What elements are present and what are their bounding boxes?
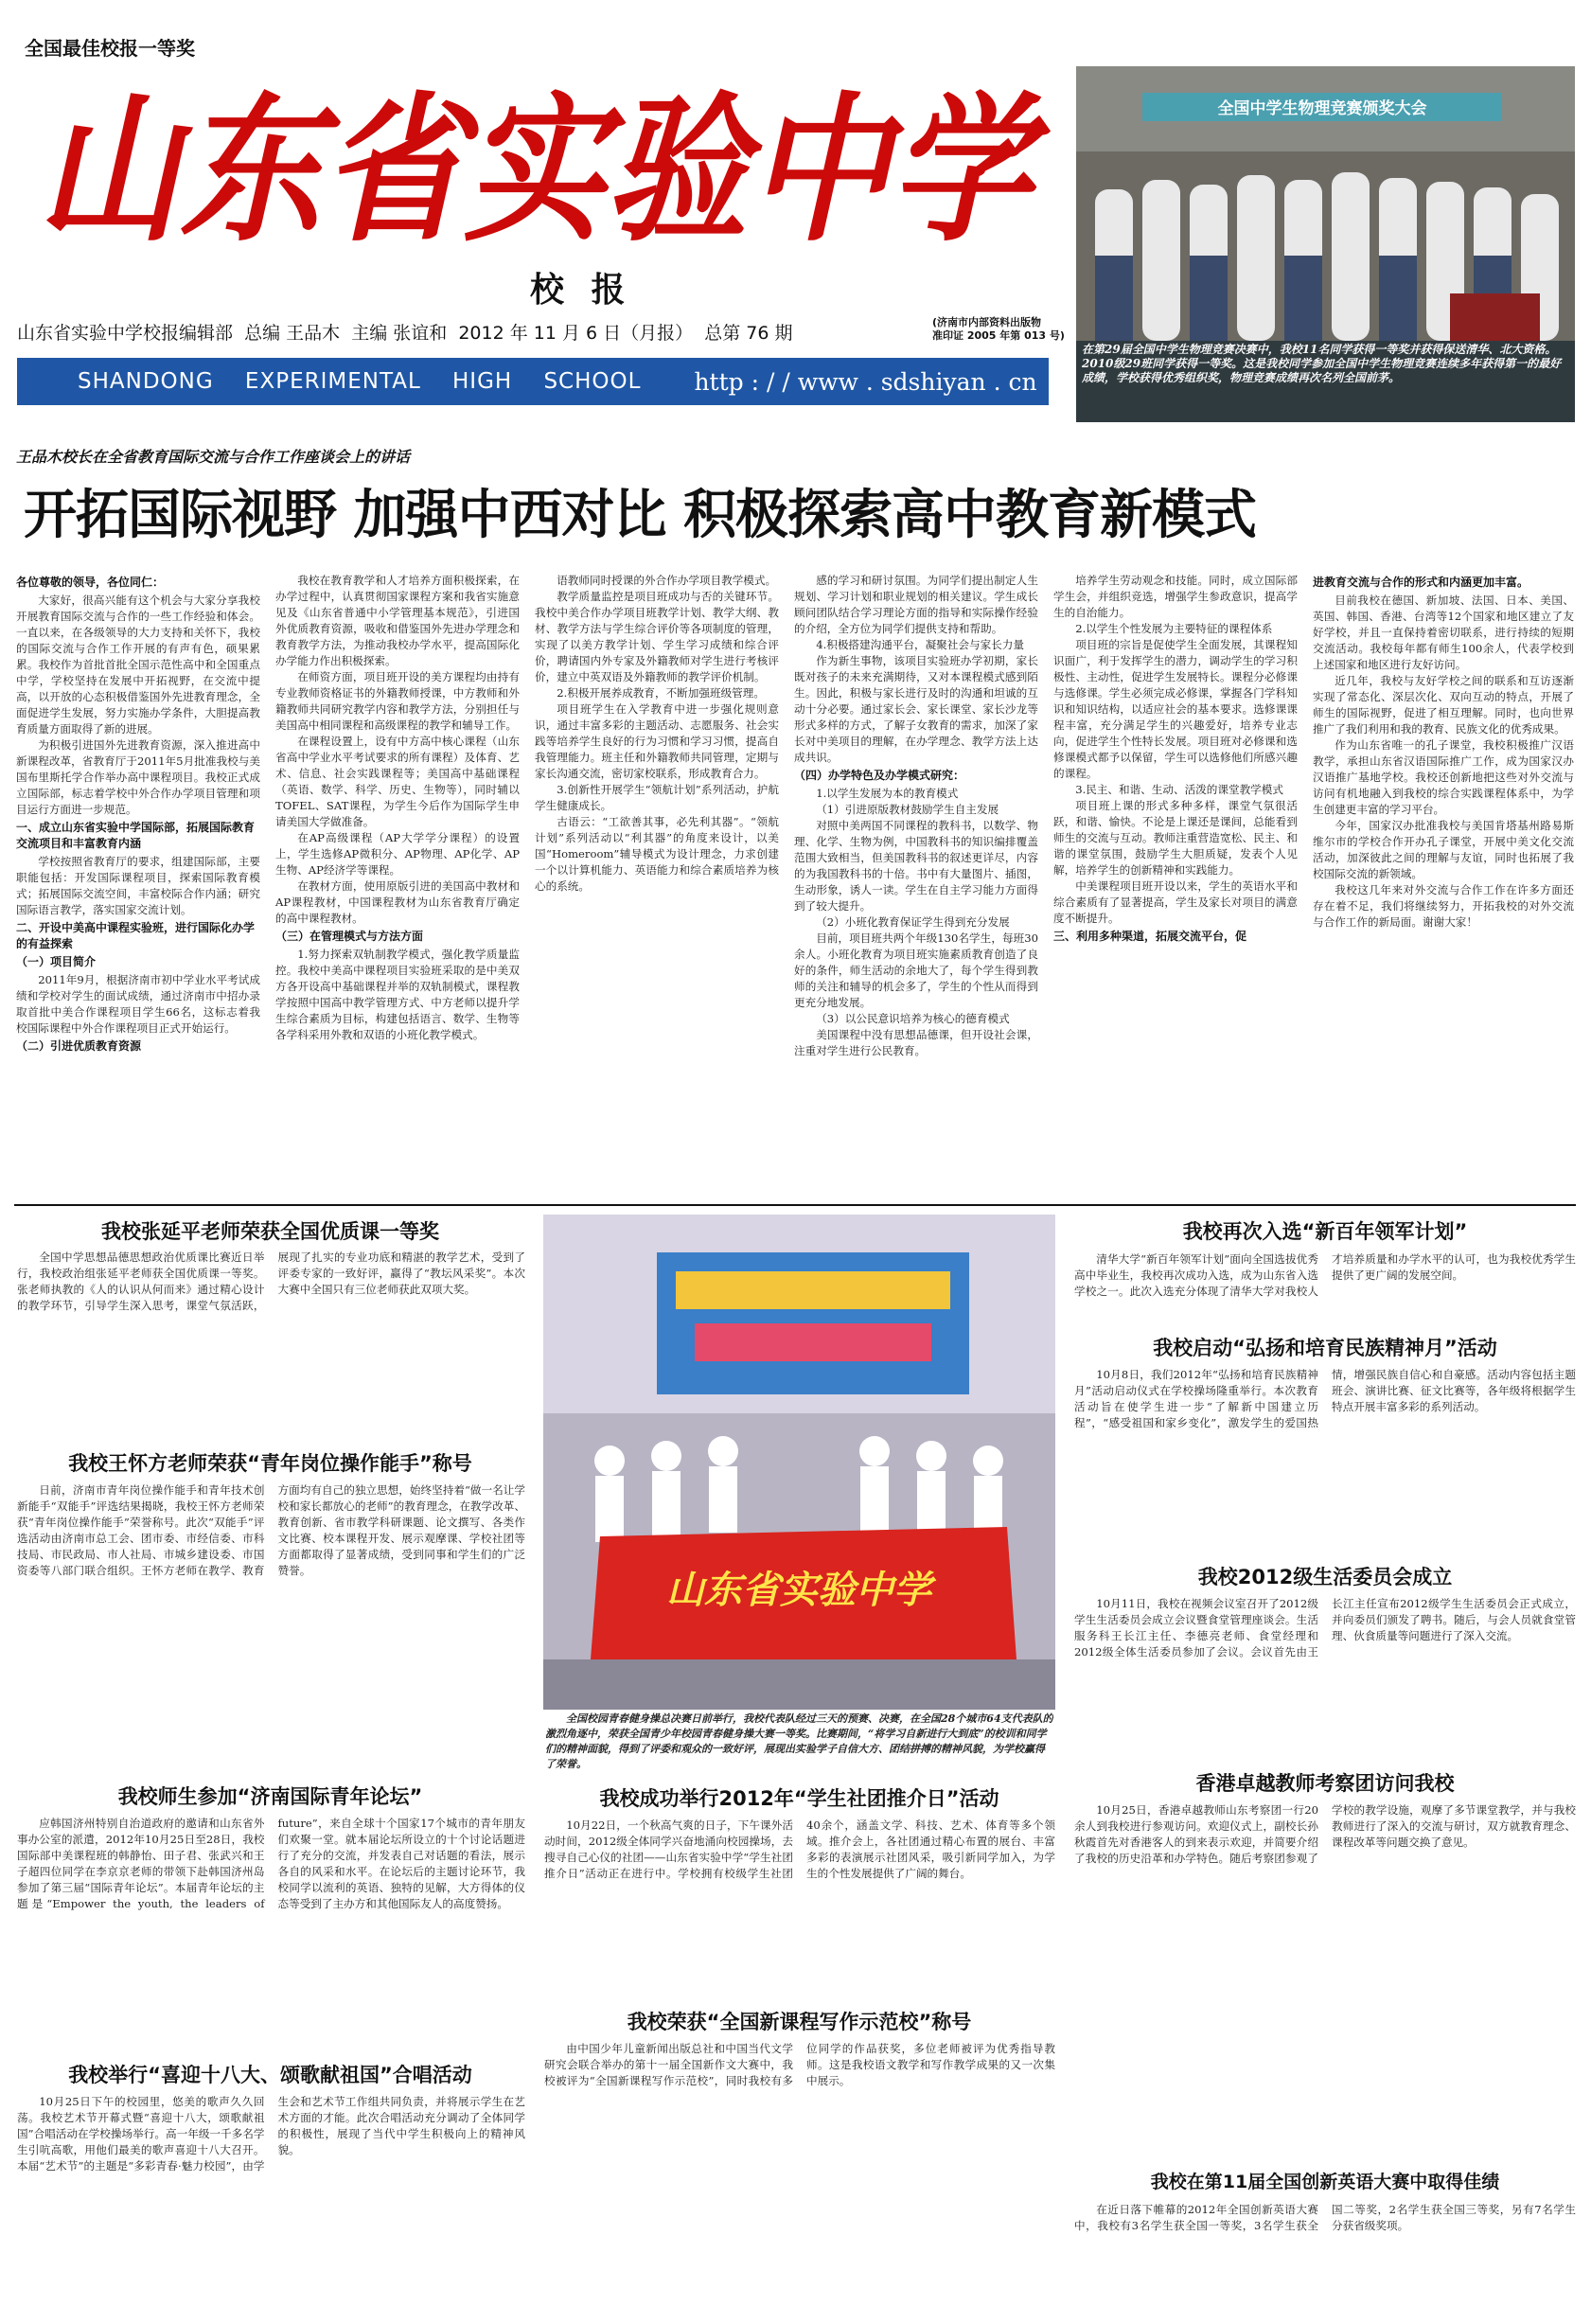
lead-column-1	[16, 573, 260, 1197]
committee-title: 我校2012级生活委员会成立	[1197, 1566, 1453, 1588]
spirit-title: 我校启动“弘扬和培育民族精神月”活动	[1153, 1337, 1497, 1359]
lead-paragraph: （2）小班化教育保证学生得到充分发展	[816, 915, 1010, 929]
leader-body: 清华大学“新百年领军计划”面向全国选拔优秀高中毕业生，我校再次成功入选，成为山东省入选学校之一。此次入选充分体现了清华大学对我校人才培养质量和办学水平的认可，也为我校优秀学生提供了更广阔的发展空间。	[1074, 1252, 1576, 1298]
lead-paragraph: 4.积极搭建沟通平台，凝聚社会与家长力量	[816, 638, 1024, 651]
registration-line-2: 准印证 2005 年第 013 号)	[932, 329, 1065, 342]
lead-column-6	[1313, 573, 1574, 1197]
lead-paragraph: 1.以学生发展为本的教育模式	[816, 787, 959, 800]
lead-subheading: （三）在管理模式与方法方面	[275, 930, 424, 943]
lead-paragraph: 3.创新性开展学生“领航计划”系列活动，护航学生健康成长。	[535, 783, 779, 812]
lead-paragraph: 在AP高级课程（AP大学学分课程）的设置上，学生选修AP微积分、AP物理、AP化学、AP生物、AP经济学等课程。	[275, 831, 520, 877]
lead-headline: 开拓国际视野 加强中西对比 积极探索高中教育新模式	[24, 485, 1256, 546]
photo-caption: 在第29届全国中学生物理竞赛决赛中，我校11名同学获得一等奖并获得保送清华、北大资格。2010级29班同学获得一等奖。这是我校同学参加全国中学生物理竞赛连续多年获得第一的最好成绩，学校获得优秀组织奖，物理竞赛成绩再次名列全国前茅。	[1082, 343, 1562, 384]
lead-paragraph: 3.民主、和谐、生动、活泼的课堂教学模式	[1075, 783, 1283, 796]
lead-subheading: 二、开设中美高中课程实验班，进行国际化办学的有益探索	[16, 921, 256, 950]
lead-subheading: 各位尊敬的领导，各位同仁：	[16, 576, 165, 589]
hongkong-body: 10月25日，香港卓越教师山东考察团一行20余人到我校进行参观访问。欢迎仪式上，副校长孙秋霞首先对香港客人的到来表示欢迎，并简要介绍了我校的历史沿革和办学特色。随后考察团参观了学校的教学设施，观摩了多节课堂教学，并与我校教师进行了深入的交流与研讨，双方就教育理念、课程改革等问题交换了意见。	[1074, 1803, 1576, 1865]
lead-paragraph: 1.努力探索双轨制教学模式，强化教学质量监控。我校中美高中课程项目实验班采取的是中美双方各开设高中基础课程并举的双轨制模式，课程教学按照中国高中教学管理方式、中方老师以提升学生综合素质为目标，构建包括语言、数学、生物等各学科采用外教和双语的小班化教学模式。	[275, 948, 520, 1041]
cheer-team-photo-icon	[543, 1215, 1055, 1710]
cheer-photo	[543, 1215, 1055, 1710]
paper-name: 校 报	[530, 271, 633, 310]
lead-paragraph: 中美课程项目班开设以来，学生的英语水平和综合素质有了显著提高，学生及家长对项目的满意度不断提升。	[1053, 879, 1298, 925]
chorus-body: 10月25日下午的校园里，悠美的歌声久久回荡。我校艺术节开幕式暨“喜迎十八大，颂歌献祖国”合唱活动在学校操场举行。高一年级一千多名学生引吭高歌，用他们最美的歌声喜迎十八大召开。本届“艺术节”的主题是“多彩青春·魅力校园”，由学生会和艺术节工作组共同负责，并将展示学生在艺术方面的才能。此次合唱活动充分调动了全体同学的积极性，展现了当代中学生积极向上的精神风貌。	[17, 2095, 525, 2173]
lead-column-3	[535, 573, 779, 1197]
lead-column-5	[1053, 573, 1298, 1197]
leader-title: 我校再次入选“新百年领军计划”	[1182, 1220, 1468, 1243]
lead-paragraph: 美国课程中没有思想品德课，但开设社会课，注重对学生进行公民教育。	[794, 1028, 1038, 1057]
english-contest-title: 我校在第11届全国创新英语大赛中取得佳绩	[1150, 2172, 1500, 2192]
lead-paragraph: 感的学习和研讨氛围。为同学们提出制定人生规划、学习计划和职业规划的相关建议。学生成长顾问团队结合学习理论方面的指导和实际操作经验的介绍，全方位为同学们提供支持和帮助。	[794, 574, 1038, 635]
lead-subheading: 进教育交流与合作的形式和内涵更加丰富。	[1313, 576, 1529, 589]
lead-subheading: （一）项目简介	[16, 955, 97, 968]
logo-text: 山东省实验中学	[38, 76, 1051, 260]
english-contest-body: 在近日落下帷幕的2012年全国创新英语大赛中，我校有3名学生获全国一等奖，3名学生获全国二等奖，2名学生获全国三等奖，另有7名学生分获省级奖项。	[1074, 2203, 1576, 2232]
hongkong-title: 香港卓越教师考察团访问我校	[1195, 1772, 1455, 1795]
lead-paragraph: 2.以学生个性发展为主要特征的课程体系	[1075, 622, 1273, 635]
lead-paragraph: 对照中美两国不同课程的教科书，以数学、物理、化学、生物为例，中国教科书的知识编排覆盖范围大致相当，但美国教科书的叙述更详尽，内容的为我国教科书的十倍。书中有大量图片、插图，生动形象，诱人一读。学生在自主学习能力方面得到了较大提升。	[794, 819, 1038, 913]
club-body: 10月22日，一个秋高气爽的日子，下午课外活动时间，2012级全体同学兴奋地涌向校园操场，去搜寻自己心仪的社团——山东省实验中学“学生社团推介日”活动正在进行中。学校拥有校级学生社团40余个，涵盖文学、科技、艺术、体育等多个领域。推介会上，各社团通过精心布置的展台、丰富多彩的表演展示社团风采，吸引新同学加入，为学生的个性发展提供了广阔的舞台。	[544, 1818, 1055, 1880]
wang-award-body: 日前，济南市青年岗位操作能手和青年技术创新能手“双能手”评选结果揭晓，我校王怀方老师荣获“青年岗位操作能手”荣誉称号。此次“双能手”评选活动由济南市总工会、团市委、市经信委、市科技局、市民政局、市人社局、市城乡建设委、市国资委等八部门联合组织。王怀方老师在教学、教育方面均有自己的独立思想，始终坚持着“做一名让学校和家长都放心的老师”的教育理念，在教学改革、教育创新、省市教学科研课题、论文撰写、各类作文比赛、校本课程开发、展示观摩课、学校社团等方面都取得了显著成绩，受到同事和学生们的广泛赞誉。	[17, 1483, 525, 1577]
lead-paragraph: 为积极引进国外先进教育资源，深入推进高中新课程改革，省教育厅于2011年5月批准我校与美国布里斯托学合作举办高中课程项目。我校正式成立国际部，标志着学校中外合作办学项目管理和项目运行方面进一步规范。	[16, 738, 260, 816]
forum-body: 应韩国济州特别自治道政府的邀请和山东省外事办公室的派遣，2012年10月25日至28日，我校国际部中美课程班的韩静怡、田子君、张武兴和王子超四位同学在李京京老师的带领下赴韩国济州岛参加了第三届“国际青年论坛”。本届青年论坛的主题是“Empower the youth, the leaders of future”，来自全球十个国家17个城市的青年朋友们欢聚一堂。就本届论坛所设立的十个讨论话题进行了充分的交流，并发表自己对话题的看法，展示各自的风采和水平。在论坛后的主题讨论环节，我校同学以流利的英语、独特的见解，大方得体的仪态等受到了主办方和其他国际友人的高度赞扬。	[17, 1817, 525, 1910]
lead-paragraph: 目前我校在德国、新加坡、法国、日本、美国、英国、韩国、香港、台湾等12个国家和地区建立了友好学校，并且一直保持着密切联系，进行持续的短期交流活动。我校每年都有师生100余人，代表学校到上述国家和地区进行友好访问。	[1313, 594, 1574, 671]
english-banner	[17, 358, 1049, 405]
chorus-title: 我校举行“喜迎十八大、颂歌献祖国”合唱活动	[68, 2064, 472, 2086]
lead-subheading: 三、利用多种渠道，拓展交流平台，促	[1053, 930, 1247, 943]
lead-paragraph: 大家好，很高兴能有这个机会与大家分享我校开展教育国际交流与合作的一些工作经验和体会。一直以来，在各级领导的大力支持和关怀下，我校的国际交流与合作工作开展的有声有色，硕果累累。我校作为首批首批全国示范性高中和全国重点中学，学校坚持在发展中开拓视野，在交流中提高，以开放的心态积极借鉴国外先进教育理念，全面促进学生发展，努力实施办学条件，大胆提高教育质量方面取得了新的进展。	[16, 594, 260, 736]
teacher-award-title: 我校张延平老师荣获全国优质课一等奖	[101, 1220, 439, 1243]
lead-paragraph: 项目班学生在入学教育中进一步强化规则意识，通过丰富多彩的主题活动、志愿服务、社会实践等培养学生良好的行为习惯和学习习惯，提高自我管理能力。班主任和外籍教师共同管理，定期与家长沟通交流，密切家校联系，形成教育合力。	[535, 702, 779, 780]
lead-column-2	[275, 573, 520, 1197]
lead-paragraph: 教学质量监控是项目班成功与否的关键环节。我校中美合作办学项目班教学计划、教学大纲、教材、教学方法与学生综合评价等各项制度的管理，实现了以美方教学计划、学生学习成绩和综合评价，聘请国内外专家及外籍教师对学生进行考核评价，建立中英双语及外籍教师的教学评价机制。	[535, 590, 779, 683]
registration-line-1: (济南市内部资料出版物	[932, 316, 1042, 328]
lead-subheading: （四）办学特色及办学模式研究：	[794, 769, 965, 782]
website-link[interactable]: http : / / www . sdshiyan . cn	[694, 367, 1037, 396]
logo-calligraphy-icon	[19, 66, 1051, 260]
lead-subheading: 一、成立山东省实验中学国际部，拓展国际教育交流项目和丰富教育内涵	[16, 821, 256, 850]
lead-paragraph: 项目班的宗旨是促使学生全面发展，其课程知识面广，利于发挥学生的潜力，调动学生的学习积极性、主动性，促进学生发展特长。课程分必修课与选修课。学生必须完成必修课，掌握各门学科知识和知识结构，以适应社会的基本要求。选修课课程丰富，充分满足学生的兴趣爱好，培养专业志向，促进学生个性特长发展。项目班对必修课和选修课模式都予以保留，学生可以选修他们所感兴趣的课程。	[1053, 638, 1298, 780]
lead-paragraph: 2.积极开展养成教育，不断加强班级管理。	[557, 686, 765, 700]
wang-award-title: 我校王怀方老师荣获“青年岗位操作能手”称号	[68, 1452, 472, 1475]
lead-paragraph: （1）引进原版教材鼓励学生自主发展	[816, 803, 999, 816]
lead-kicker: 王品木校长在全省教育国际交流与合作工作座谈会上的讲话	[16, 448, 411, 466]
award-label: 全国最佳校报一等奖	[25, 37, 195, 60]
lead-paragraph: 我校在教育教学和人才培养方面积极探索，在办学过程中，认真贯彻国家课程方案和我省实施意见及《山东省普通中小学管理基本规范》，引进国外优质教育资源，吸收和借鉴国外先进办学理念和教育教学方法，为推动我校办学水平，提高国际化办学能力作出积极探索。	[275, 574, 520, 667]
club-title: 我校成功举行2012年“学生社团推介日”活动	[599, 1787, 999, 1810]
lead-paragraph: 作为新生事物，该项目实验班办学初期，家长既对孩子的未来充满期待，又对本课程模式感到陌生。因此，积极与家长进行及时的沟通和坦诚的互动十分必要。通过家长会、家长课堂、家长沙龙等形式多样的方式，了解子女教育的需求，加深了家长对中美项目的理解，在办学理念、教学方法上达成共识。	[794, 654, 1038, 764]
teacher-award-body: 全国中学思想品德思想政治优质课比赛近日举行，我校政治组张延平老师获全国优质课一等奖。张老师执教的《人的认识从何而来》通过精心设计的教学环节，引导学生深入思考，课堂气氛活跃，展现了扎实的专业功底和精湛的教学艺术，受到了评委专家的一致好评，赢得了“教坛风采奖”。本次大赛中全国只有三位老师获此双项大奖。	[17, 1251, 525, 1312]
lead-paragraph: 语教师同时授课的外合作办学项目教学模式。	[557, 574, 777, 587]
forum-title: 我校师生参加“济南国际青年论坛”	[117, 1785, 423, 1808]
writing-body: 由中国少年儿童新闻出版总社和中国当代文学研究会联合举办的第十一届全国新作文大赛中，我校被评为“全国新课程写作示范校”，同时我校有多位同学的作品获奖，多位老师被评为优秀指导教师。这是我校语文教学和写作教学成果的又一次集中展示。	[544, 2042, 1055, 2087]
lead-paragraph: 2011年9月，根据济南市初中学业水平考试成绩和学校对学生的面试成绩，通过济南市中招办录取首批中美合作课程项目学生66名，这标志着我校国际课程中外合作课程项目正式开始运行。	[16, 973, 260, 1035]
lead-paragraph: 在教材方面，使用原版引进的美国高中教材和AP课程教材，中国课程教材为山东省教育厅确定的高中课程教材。	[275, 879, 520, 925]
lead-paragraph: 目前，项目班共两个年级130名学生，每班30余人。小班化教育为项目班实施素质教育创造了良好的条件，师生活动的余地大了，每个学生得到教师的关注和辅导的机会多了，学生的个性从而得到更充分地发展。	[794, 931, 1038, 1009]
committee-body: 10月11日，我校在视频会议室召开了2012级学生生活委员会成立会议暨食堂管理座谈会。生活服务科王长江主任、李德亮老师、食堂经理和2012级全体生活委员参加了会议。会议首先由王长江主任宣布2012级学生生活委员会正式成立，并向委员们颁发了聘书。随后，与会人员就食堂管理、伙食质量等问题进行了深入交流。	[1074, 1597, 1576, 1659]
lead-paragraph: 古语云：“工欲善其事，必先利其器”。“领航计划”系列活动以“利其器”的角度来设计，以美国“Homeroom”辅导模式为设计理念，力求创建一个以计算机能力、英语能力和综合素质培养为核心的系统。	[535, 815, 779, 893]
school-english-name: SHANDONG EXPERIMENTAL HIGH SCHOOL	[78, 369, 642, 394]
info-line: 山东省实验中学校报编辑部 总编 王品木 主编 张谊和 2012 年 11 月 6 日（月报） 总第 76 期	[17, 323, 793, 344]
lead-paragraph: 近几年，我校与友好学校之间的联系和互访逐渐实现了常态化、深层次化、双向互动的特点，开展了师生的国际视野，促进了相互理解。同时，也向世界推广了我们利用和我的教育、民族文化的优秀成果。	[1313, 674, 1574, 736]
lead-paragraph: 我校这几年来对外交流与合作工作在许多方面还存在着不足，我们将继续努力，开拓我校的对外交流与合作工作的新局面。谢谢大家！	[1313, 883, 1574, 929]
lead-paragraph: 学校按照省教育厅的要求，组建国际部，主要职能包括：开发国际课程项目，探索国际教育模式；拓展国际交流空间，丰富校际合作内涵；研究国际语言教学，落实国家交流计划。	[16, 855, 260, 916]
section-divider	[14, 1204, 1576, 1206]
photo-banner-text: 全国中学生物理竞赛颁奖大会	[1217, 99, 1427, 118]
lead-paragraph: 作为山东省唯一的孔子课堂，我校积极推广汉语教学，承担山东省汉语国际推广工作，成为国家汉办汉语推广基地学校。我校还创新地把这些对外交流与访问有机地融入到我校的综合实践课程体系中，为学生创建更丰富的学习平台。	[1313, 738, 1574, 816]
lead-column-4	[794, 573, 1038, 1197]
writing-title: 我校荣获“全国新课程写作示范校”称号	[627, 2011, 972, 2033]
lead-paragraph: 培养学生劳动观念和技能。同时，成立国际部学生会，并组织竞选，增强学生参政意识，提高学生的自治能力。	[1053, 574, 1298, 619]
lead-paragraph: 项目班上课的形式多种多样，课堂气氛很活跃，和谐、愉快。不论是上课还是课间，总能看到师生的交流与互动。教师注重营造宽松、民主、和谐的课堂氛围，鼓励学生大胆质疑，发表个人见解，培养学生的创新精神和实践能力。	[1053, 799, 1298, 877]
lead-paragraph: 今年，国家汉办批准我校与美国肯塔基州路易斯维尔市的学校合作开办孔子课堂，开展中美文化交流活动，加深彼此之间的理解与友谊，同时也拓展了我校国际交流的新领域。	[1313, 819, 1574, 880]
lead-subheading: （二）引进优质教育资源	[16, 1039, 142, 1053]
lead-paragraph: 在师资方面，项目班开设的美方课程均由持有专业教师资格证书的外籍教师授课，中方教师和外籍教师共同研究教学内容和教学方法，分别担任与美国高中相同课程和高级课程的教学和辅导工作。	[275, 670, 520, 732]
masthead-logo	[19, 66, 1051, 260]
award-photo	[1076, 66, 1575, 422]
lead-paragraph: 在课程设置上，设有中方高中核心课程（山东省高中学业水平考试要求的所有课程）及体育、艺术、信息、社会实践课程等；美国高中基础课程（英语、数学、科学、历史、生物等），同时辅以TOFEL、SAT课程，为学生今后作为国际学生申请美国大学做准备。	[275, 735, 520, 828]
flag-text: 山东省实验中学	[666, 1568, 931, 1612]
cheer-photo-caption: 全国校园青春健身操总决赛日前举行，我校代表队经过三天的预赛、决赛，在全国28个城市64支代表队的激烈角逐中，荣获全国青少年校园青春健身操大赛一等奖。比赛期间，“将学习自新进行大到底”的校训和同学们的精神面貌，得到了评委和观众的一致好评，展现出实验学子自信大方、团结拼搏的精神风貌，为学校赢得了荣誉。	[545, 1712, 1053, 1770]
spirit-body: 10月8日，我们2012年“弘扬和培育民族精神月”活动启动仪式在学校操场隆重举行。本次教育活动旨在使学生进一步“了解新中国建立历程”，“感受祖国和家乡变化”，激发学生的爱国热情，增强民族自信心和自豪感。活动内容包括主题班会、演讲比赛、征文比赛等，各年级将根据学生特点开展丰富多彩的系列活动。	[1074, 1368, 1576, 1429]
lead-paragraph: （3）以公民意识培养为核心的德育模式	[816, 1012, 1010, 1025]
